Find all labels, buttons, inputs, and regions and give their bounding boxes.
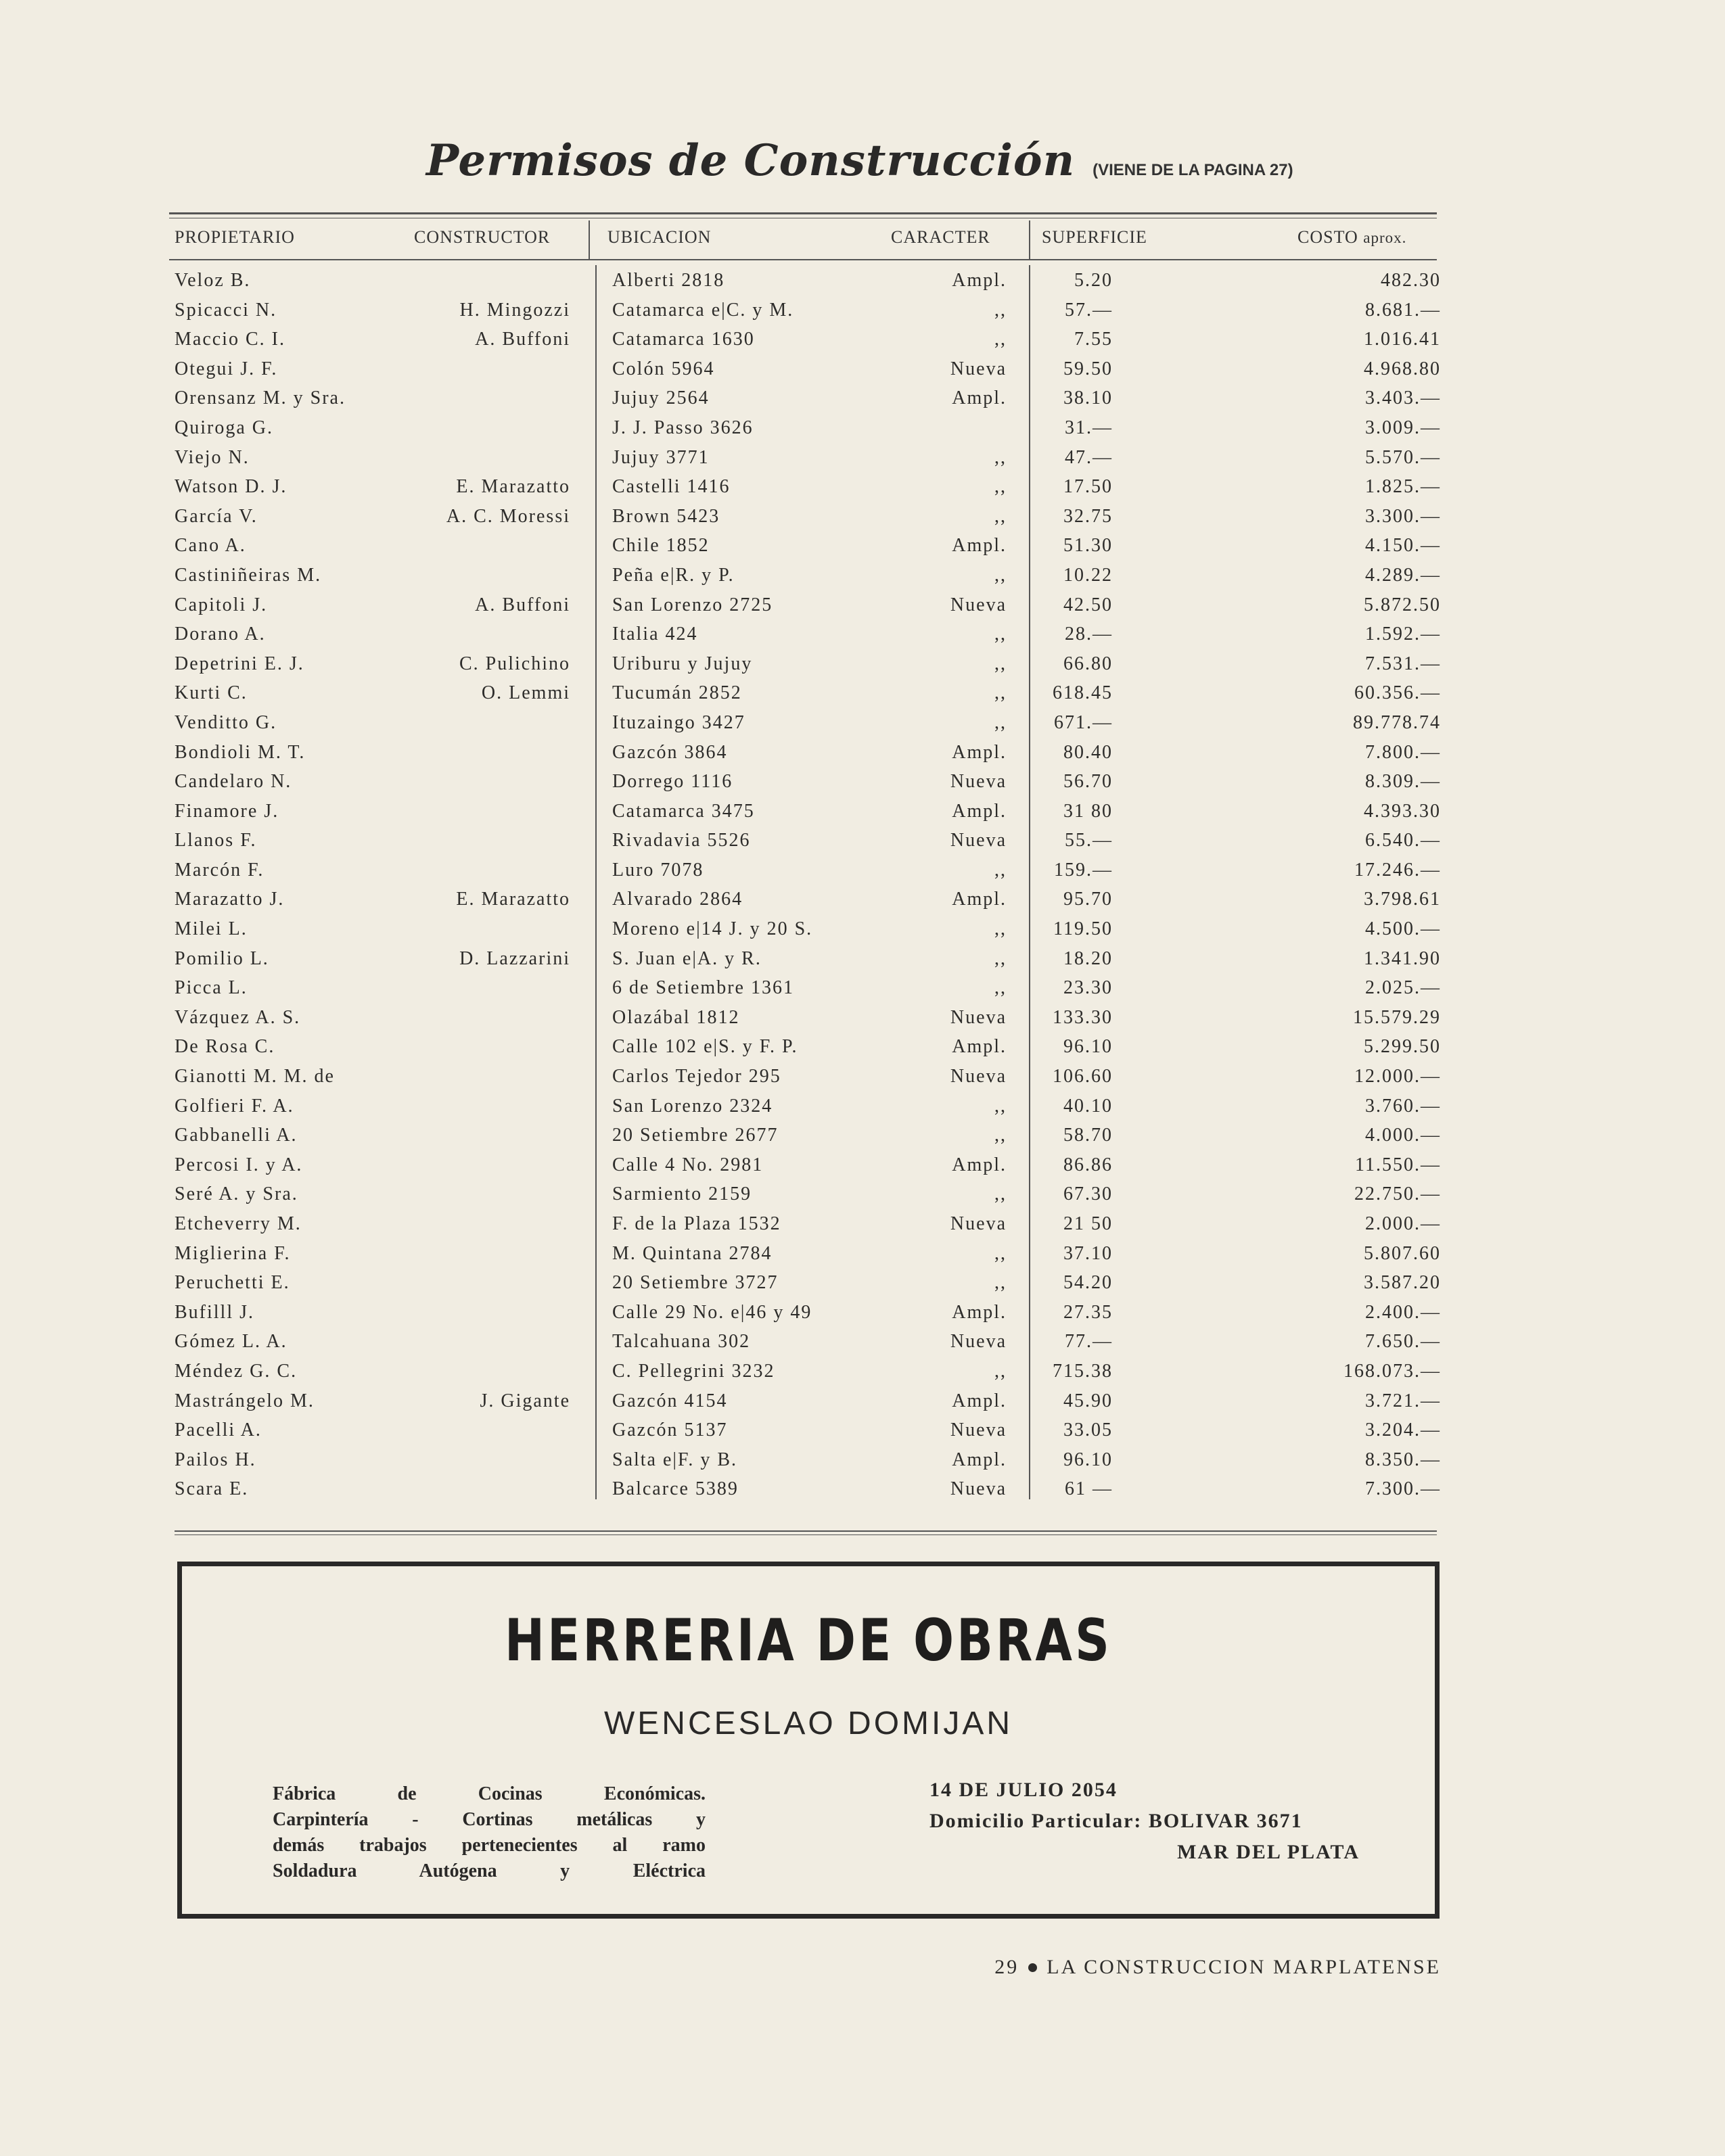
costo-cell: 3.721.— bbox=[1365, 1390, 1441, 1411]
costo-cell: 3.009.— bbox=[1365, 417, 1441, 438]
superficie-cell: 58.70 bbox=[1063, 1125, 1113, 1146]
ad-address: 14 DE JULIO 2054 bbox=[929, 1779, 1118, 1801]
costo-cell: 5.872.50 bbox=[1364, 594, 1441, 615]
table-row bbox=[0, 1003, 1725, 1033]
propietario-cell: Picca L. bbox=[175, 977, 248, 999]
superficie-cell: 31 80 bbox=[1063, 800, 1113, 822]
table-row bbox=[0, 590, 1725, 620]
caracter-cell: ,, bbox=[994, 977, 1007, 999]
table-row bbox=[0, 973, 1725, 1003]
ubicacion-cell: Jujuy 2564 bbox=[612, 388, 710, 409]
costo-cell: 2.025.— bbox=[1365, 977, 1441, 999]
ubicacion-cell: 6 de Setiembre 1361 bbox=[612, 977, 794, 999]
continued-note: (VIENE DE LA PAGINA 27) bbox=[1092, 161, 1293, 179]
caracter-cell: Nueva bbox=[950, 830, 1007, 851]
propietario-cell: Candelaro N. bbox=[175, 771, 292, 793]
superficie-cell: 21 50 bbox=[1063, 1213, 1113, 1234]
costo-cell: 1.341.90 bbox=[1364, 947, 1441, 969]
header-ubicacion: UBICACION bbox=[607, 227, 712, 247]
ubicacion-cell: Ituzaingo 3427 bbox=[612, 711, 745, 733]
costo-cell: 4.393.30 bbox=[1364, 800, 1441, 822]
ubicacion-cell: Luro 7078 bbox=[612, 859, 704, 881]
propietario-cell: De Rosa C. bbox=[175, 1036, 275, 1058]
superficie-cell: 45.90 bbox=[1063, 1390, 1113, 1411]
caracter-cell: Nueva bbox=[950, 1066, 1007, 1087]
table-row bbox=[0, 1327, 1725, 1357]
ad-domicile: Domicilio Particular: BOLIVAR 3671 bbox=[929, 1810, 1303, 1832]
caracter-cell: ,, bbox=[994, 682, 1007, 704]
superficie-cell: 37.10 bbox=[1063, 1242, 1113, 1264]
caracter-cell: Nueva bbox=[950, 1006, 1007, 1028]
costo-cell: 7.531.— bbox=[1365, 653, 1441, 674]
caracter-cell: ,, bbox=[994, 1095, 1007, 1117]
caracter-cell: ,, bbox=[994, 476, 1007, 498]
superficie-cell: 618.45 bbox=[1053, 682, 1113, 704]
table-row bbox=[0, 797, 1725, 826]
ubicacion-cell: Carlos Tejedor 295 bbox=[612, 1066, 781, 1087]
costo-cell: 5.299.50 bbox=[1364, 1036, 1441, 1058]
page-heading bbox=[426, 135, 1293, 186]
ubicacion-cell: Moreno e|14 J. y 20 S. bbox=[612, 918, 813, 940]
costo-cell: 1.825.— bbox=[1365, 476, 1441, 498]
caracter-cell: Ampl. bbox=[952, 1390, 1007, 1411]
ubicacion-cell: Gazcón 5137 bbox=[612, 1420, 728, 1441]
ubicacion-cell: Rivadavia 5526 bbox=[612, 830, 751, 851]
costo-cell: 7.300.— bbox=[1365, 1478, 1441, 1500]
superficie-cell: 80.40 bbox=[1063, 741, 1113, 763]
table-row bbox=[0, 1179, 1725, 1209]
superficie-cell: 38.10 bbox=[1063, 388, 1113, 409]
propietario-cell: Etcheverry M. bbox=[175, 1213, 302, 1234]
propietario-cell: Castiniñeiras M. bbox=[175, 564, 322, 586]
table-row bbox=[0, 1268, 1725, 1298]
table-row bbox=[0, 885, 1725, 914]
table-row bbox=[0, 325, 1725, 354]
costo-cell: 15.579.29 bbox=[1353, 1006, 1441, 1028]
superficie-cell: 5.20 bbox=[1074, 270, 1113, 291]
caracter-cell: ,, bbox=[994, 1184, 1007, 1205]
costo-cell: 89.778.74 bbox=[1353, 711, 1441, 733]
caracter-cell: ,, bbox=[994, 1360, 1007, 1382]
constructor-cell: H. Mingozzi bbox=[459, 299, 570, 321]
costo-cell: 8.309.— bbox=[1365, 771, 1441, 793]
table-row bbox=[0, 266, 1725, 296]
caracter-cell: ,, bbox=[994, 947, 1007, 969]
superficie-cell: 56.70 bbox=[1063, 771, 1113, 793]
costo-cell: 11.550.— bbox=[1355, 1154, 1441, 1175]
table-row bbox=[0, 296, 1725, 325]
ubicacion-cell: Calle 4 No. 2981 bbox=[612, 1154, 764, 1175]
caracter-cell: ,, bbox=[994, 564, 1007, 586]
propietario-cell: Quiroga G. bbox=[175, 417, 273, 438]
superficie-cell: 67.30 bbox=[1063, 1184, 1113, 1205]
table-row bbox=[0, 561, 1725, 590]
costo-cell: 5.570.— bbox=[1365, 446, 1441, 468]
propietario-cell: Milei L. bbox=[175, 918, 248, 940]
table-row bbox=[0, 767, 1725, 797]
constructor-cell: C. Pulichino bbox=[459, 653, 570, 674]
propietario-cell: Méndez G. C. bbox=[175, 1360, 298, 1382]
costo-cell: 7.650.— bbox=[1365, 1331, 1441, 1353]
constructor-cell: E. Marazatto bbox=[456, 476, 570, 498]
bullet-icon bbox=[1028, 1963, 1037, 1972]
table-row bbox=[0, 383, 1725, 413]
superficie-cell: 715.38 bbox=[1053, 1360, 1113, 1382]
costo-cell: 60.356.— bbox=[1354, 682, 1441, 704]
table-row bbox=[0, 502, 1725, 532]
ubicacion-cell: C. Pellegrini 3232 bbox=[612, 1360, 775, 1382]
superficie-cell: 55.— bbox=[1065, 830, 1113, 851]
propietario-cell: Finamore J. bbox=[175, 800, 279, 822]
ubicacion-cell: Calle 29 No. e|46 y 49 bbox=[612, 1301, 812, 1323]
propietario-cell: Venditto G. bbox=[175, 711, 277, 733]
caracter-cell: Ampl. bbox=[952, 270, 1007, 291]
caracter-cell: ,, bbox=[994, 1242, 1007, 1264]
superficie-cell: 47.— bbox=[1065, 446, 1113, 468]
caracter-cell: Nueva bbox=[950, 1478, 1007, 1500]
costo-cell: 2.400.— bbox=[1365, 1301, 1441, 1323]
ubicacion-cell: 20 Setiembre 3727 bbox=[612, 1272, 779, 1294]
caracter-cell: Nueva bbox=[950, 1420, 1007, 1441]
caracter-cell: Nueva bbox=[950, 358, 1007, 379]
ad-service-line: Soldadura Autógena y Eléctrica bbox=[273, 1860, 706, 1881]
ad-owner: WENCESLAO DOMIJAN bbox=[603, 1706, 1013, 1741]
propietario-cell: Capitoli J. bbox=[175, 594, 268, 615]
propietario-cell: Marcón F. bbox=[175, 859, 264, 881]
ubicacion-cell: Talcahuana 302 bbox=[612, 1331, 751, 1353]
ad-title: HERRERIA DE OBRAS bbox=[505, 1607, 1112, 1674]
caracter-cell: Ampl. bbox=[952, 388, 1007, 409]
propietario-cell: Orensanz M. y Sra. bbox=[175, 388, 346, 409]
superficie-cell: 27.35 bbox=[1063, 1301, 1113, 1323]
propietario-cell: Golfieri F. A. bbox=[175, 1095, 294, 1117]
ubicacion-cell: San Lorenzo 2725 bbox=[612, 594, 773, 615]
propietario-cell: Llanos F. bbox=[175, 830, 257, 851]
ubicacion-cell: Catamarca 1630 bbox=[612, 329, 755, 350]
costo-cell: 2.000.— bbox=[1365, 1213, 1441, 1234]
propietario-cell: Dorano A. bbox=[175, 624, 266, 645]
table-row bbox=[0, 1445, 1725, 1475]
caracter-cell: ,, bbox=[994, 624, 1007, 645]
propietario-cell: Spicacci N. bbox=[175, 299, 277, 321]
table-row bbox=[0, 649, 1725, 679]
propietario-cell: Depetrini E. J. bbox=[175, 653, 304, 674]
ubicacion-cell: Balcarce 5389 bbox=[612, 1478, 739, 1500]
table-row bbox=[0, 1209, 1725, 1239]
costo-cell: 7.800.— bbox=[1365, 741, 1441, 763]
superficie-cell: 96.10 bbox=[1063, 1036, 1113, 1058]
superficie-cell: 17.50 bbox=[1063, 476, 1113, 498]
table-row bbox=[0, 1150, 1725, 1180]
caracter-cell: Ampl. bbox=[952, 1449, 1007, 1470]
superficie-cell: 23.30 bbox=[1063, 977, 1113, 999]
constructor-cell: A. C. Moressi bbox=[446, 505, 570, 527]
page-number: 29 bbox=[994, 1956, 1019, 1978]
costo-cell: 4.289.— bbox=[1365, 564, 1441, 586]
superficie-cell: 106.60 bbox=[1053, 1066, 1113, 1087]
header-costo-suffix: aprox. bbox=[1363, 229, 1407, 246]
costo-cell: 8.350.— bbox=[1365, 1449, 1441, 1470]
costo-cell: 1.016.41 bbox=[1364, 329, 1441, 350]
table-row bbox=[0, 826, 1725, 856]
superficie-cell: 61 — bbox=[1065, 1478, 1113, 1500]
caracter-cell: Ampl. bbox=[952, 800, 1007, 822]
ubicacion-cell: F. de la Plaza 1532 bbox=[612, 1213, 781, 1234]
propietario-cell: Pomilio L. bbox=[175, 947, 269, 969]
propietario-cell: Pailos H. bbox=[175, 1449, 256, 1470]
ubicacion-cell: Jujuy 3771 bbox=[612, 446, 710, 468]
costo-cell: 4.500.— bbox=[1365, 918, 1441, 940]
ubicacion-cell: Olazábal 1812 bbox=[612, 1006, 740, 1028]
caracter-cell: ,, bbox=[994, 505, 1007, 527]
superficie-cell: 66.80 bbox=[1063, 653, 1113, 674]
propietario-cell: Gabbanelli A. bbox=[175, 1125, 298, 1146]
ubicacion-cell: Peña e|R. y P. bbox=[612, 564, 735, 586]
header-propietario: PROPIETARIO bbox=[175, 227, 295, 247]
table-row bbox=[0, 472, 1725, 502]
table-row bbox=[0, 1474, 1725, 1504]
superficie-cell: 31.— bbox=[1065, 417, 1113, 438]
caracter-cell: Nueva bbox=[950, 771, 1007, 793]
ad-service-line: demás trabajos pertenecientes al ramo bbox=[273, 1835, 706, 1856]
caracter-cell: Ampl. bbox=[952, 889, 1007, 910]
constructor-cell: D. Lazzarini bbox=[459, 947, 570, 969]
costo-cell: 1.592.— bbox=[1365, 624, 1441, 645]
superficie-cell: 40.10 bbox=[1063, 1095, 1113, 1117]
costo-cell: 3.300.— bbox=[1365, 505, 1441, 527]
table-row bbox=[0, 738, 1725, 768]
caracter-cell: ,, bbox=[994, 1125, 1007, 1146]
propietario-cell: García V. bbox=[175, 505, 258, 527]
table-row bbox=[0, 678, 1725, 708]
superficie-cell: 96.10 bbox=[1063, 1449, 1113, 1470]
ubicacion-cell: S. Juan e|A. y R. bbox=[612, 947, 762, 969]
caracter-cell: Ampl. bbox=[952, 535, 1007, 557]
superficie-cell: 77.— bbox=[1065, 1331, 1113, 1353]
header-costo bbox=[1297, 227, 1406, 248]
superficie-cell: 10.22 bbox=[1063, 564, 1113, 586]
ubicacion-cell: Sarmiento 2159 bbox=[612, 1184, 752, 1205]
superficie-cell: 133.30 bbox=[1053, 1006, 1113, 1028]
superficie-cell: 42.50 bbox=[1063, 594, 1113, 615]
costo-cell: 3.587.20 bbox=[1364, 1272, 1441, 1294]
table-row bbox=[0, 413, 1725, 443]
publication-name: LA CONSTRUCCION MARPLATENSE bbox=[1046, 1956, 1441, 1978]
ubicacion-cell: Alvarado 2864 bbox=[612, 889, 743, 910]
constructor-cell: E. Marazatto bbox=[456, 889, 570, 910]
ubicacion-cell: 20 Setiembre 2677 bbox=[612, 1125, 779, 1146]
table-row bbox=[0, 354, 1725, 384]
superficie-cell: 32.75 bbox=[1063, 505, 1113, 527]
table-row bbox=[0, 619, 1725, 649]
table-row bbox=[0, 944, 1725, 974]
ad-service-line: Fábrica de Cocinas Económicas. bbox=[273, 1783, 706, 1804]
propietario-cell: Gómez L. A. bbox=[175, 1331, 288, 1353]
costo-cell: 4.000.— bbox=[1365, 1125, 1441, 1146]
page-footer bbox=[994, 1956, 1441, 1979]
caracter-cell: ,, bbox=[994, 329, 1007, 350]
propietario-cell: Otegui J. F. bbox=[175, 358, 278, 379]
superficie-cell: 51.30 bbox=[1063, 535, 1113, 557]
ubicacion-cell: Gazcón 4154 bbox=[612, 1390, 728, 1411]
table-row bbox=[0, 1239, 1725, 1269]
ubicacion-cell: Alberti 2818 bbox=[612, 270, 725, 291]
superficie-cell: 119.50 bbox=[1053, 918, 1113, 940]
superficie-cell: 95.70 bbox=[1063, 889, 1113, 910]
caracter-cell: ,, bbox=[994, 859, 1007, 881]
ubicacion-cell: Calle 102 e|S. y F. P. bbox=[612, 1036, 798, 1058]
ubicacion-cell: Colón 5964 bbox=[612, 358, 715, 379]
costo-cell: 3.403.— bbox=[1365, 388, 1441, 409]
table-row bbox=[0, 443, 1725, 473]
table-row bbox=[0, 914, 1725, 944]
costo-cell: 6.540.— bbox=[1365, 830, 1441, 851]
ubicacion-cell: Catamarca e|C. y M. bbox=[612, 299, 794, 321]
propietario-cell: Miglierina F. bbox=[175, 1242, 291, 1264]
ad-address-block bbox=[929, 1775, 1360, 1868]
propietario-cell: Seré A. y Sra. bbox=[175, 1184, 298, 1205]
column-divider-1 bbox=[589, 220, 590, 259]
caracter-cell: Nueva bbox=[950, 1213, 1007, 1234]
caracter-cell: Ampl. bbox=[952, 1154, 1007, 1175]
table-row bbox=[0, 1357, 1725, 1386]
propietario-cell: Gianotti M. M. de bbox=[175, 1066, 335, 1087]
ubicacion-cell: M. Quintana 2784 bbox=[612, 1242, 773, 1264]
costo-cell: 482.30 bbox=[1381, 270, 1441, 291]
superficie-cell: 18.20 bbox=[1063, 947, 1113, 969]
costo-cell: 5.807.60 bbox=[1364, 1242, 1441, 1264]
ubicacion-cell: Salta e|F. y B. bbox=[612, 1449, 738, 1470]
caracter-cell: Nueva bbox=[950, 1331, 1007, 1353]
ad-city: MAR DEL PLATA bbox=[1177, 1841, 1360, 1863]
propietario-cell: Veloz B. bbox=[175, 270, 251, 291]
ubicacion-cell: Uriburu y Jujuy bbox=[612, 653, 753, 674]
table-row bbox=[0, 1062, 1725, 1092]
superficie-cell: 86.86 bbox=[1063, 1154, 1113, 1175]
superficie-cell: 57.— bbox=[1065, 299, 1113, 321]
ubicacion-cell: J. J. Passo 3626 bbox=[612, 417, 754, 438]
permits-table-body bbox=[0, 266, 1725, 1504]
caracter-cell: Ampl. bbox=[952, 1036, 1007, 1058]
costo-cell: 12.000.— bbox=[1354, 1066, 1441, 1087]
costo-cell: 3.204.— bbox=[1365, 1420, 1441, 1441]
propietario-cell: Viejo N. bbox=[175, 446, 250, 468]
table-row bbox=[0, 1092, 1725, 1121]
caracter-cell: ,, bbox=[994, 446, 1007, 468]
costo-cell: 3.798.61 bbox=[1364, 889, 1441, 910]
costo-cell: 8.681.— bbox=[1365, 299, 1441, 321]
superficie-cell: 159.— bbox=[1054, 859, 1113, 881]
ubicacion-cell: Gazcón 3864 bbox=[612, 741, 728, 763]
header-caracter: CARACTER bbox=[891, 227, 990, 247]
propietario-cell: Peruchetti E. bbox=[175, 1272, 290, 1294]
caracter-cell: ,, bbox=[994, 1272, 1007, 1294]
column-divider-2 bbox=[1029, 220, 1030, 259]
ubicacion-cell: Catamarca 3475 bbox=[612, 800, 755, 822]
costo-cell: 168.073.— bbox=[1343, 1360, 1441, 1382]
costo-cell: 3.760.— bbox=[1365, 1095, 1441, 1117]
advertisement-box bbox=[177, 1562, 1440, 1919]
header-rule-top bbox=[169, 212, 1437, 214]
caracter-cell: Ampl. bbox=[952, 741, 1007, 763]
ubicacion-cell: Chile 1852 bbox=[612, 535, 710, 557]
propietario-cell: Watson D. J. bbox=[175, 476, 288, 498]
costo-cell: 4.968.80 bbox=[1364, 358, 1441, 379]
superficie-cell: 59.50 bbox=[1063, 358, 1113, 379]
superficie-cell: 54.20 bbox=[1063, 1272, 1113, 1294]
costo-cell: 17.246.— bbox=[1354, 859, 1441, 881]
propietario-cell: Kurti C. bbox=[175, 682, 248, 704]
header-superficie: SUPERFICIE bbox=[1042, 227, 1147, 247]
caracter-cell: ,, bbox=[994, 918, 1007, 940]
ubicacion-cell: Italia 424 bbox=[612, 624, 698, 645]
table-row bbox=[0, 1121, 1725, 1150]
superficie-cell: 7.55 bbox=[1074, 329, 1113, 350]
costo-cell: 22.750.— bbox=[1354, 1184, 1441, 1205]
propietario-cell: Bondioli M. T. bbox=[175, 741, 306, 763]
table-rule-bottom-2 bbox=[175, 1534, 1437, 1535]
propietario-cell: Mastrángelo M. bbox=[175, 1390, 315, 1411]
propietario-cell: Vázquez A. S. bbox=[175, 1006, 301, 1028]
constructor-cell: A. Buffoni bbox=[475, 329, 570, 350]
table-row bbox=[0, 531, 1725, 561]
ubicacion-cell: Dorrego 1116 bbox=[612, 771, 733, 793]
constructor-cell: O. Lemmi bbox=[481, 682, 570, 704]
caracter-cell: Nueva bbox=[950, 594, 1007, 615]
costo-cell: 4.150.— bbox=[1365, 535, 1441, 557]
caracter-cell: ,, bbox=[994, 711, 1007, 733]
constructor-cell: J. Gigante bbox=[480, 1390, 570, 1411]
caracter-cell: Ampl. bbox=[952, 1301, 1007, 1323]
table-row bbox=[0, 1415, 1725, 1445]
table-row bbox=[0, 1386, 1725, 1416]
table-rule-bottom bbox=[175, 1530, 1437, 1532]
propietario-cell: Marazatto J. bbox=[175, 889, 285, 910]
ubicacion-cell: Brown 5423 bbox=[612, 505, 720, 527]
ubicacion-cell: San Lorenzo 2324 bbox=[612, 1095, 773, 1117]
ad-services bbox=[273, 1781, 706, 1884]
ubicacion-cell: Tucumán 2852 bbox=[612, 682, 742, 704]
table-row bbox=[0, 1298, 1725, 1328]
propietario-cell: Bufilll J. bbox=[175, 1301, 255, 1323]
table-row bbox=[0, 856, 1725, 885]
header-rule-bottom bbox=[169, 259, 1437, 260]
propietario-cell: Cano A. bbox=[175, 535, 246, 557]
constructor-cell: A. Buffoni bbox=[475, 594, 570, 615]
caracter-cell: ,, bbox=[994, 299, 1007, 321]
table-row bbox=[0, 1032, 1725, 1062]
page-title: Permisos de Construcción bbox=[426, 135, 1076, 186]
table-row bbox=[0, 708, 1725, 738]
propietario-cell: Maccio C. I. bbox=[175, 329, 285, 350]
propietario-cell: Percosi I. y A. bbox=[175, 1154, 303, 1175]
propietario-cell: Scara E. bbox=[175, 1478, 249, 1500]
superficie-cell: 28.— bbox=[1065, 624, 1113, 645]
superficie-cell: 671.— bbox=[1054, 711, 1113, 733]
caracter-cell: ,, bbox=[994, 653, 1007, 674]
propietario-cell: Pacelli A. bbox=[175, 1420, 262, 1441]
ad-service-line: Carpintería - Cortinas metálicas y bbox=[273, 1809, 706, 1830]
superficie-cell: 33.05 bbox=[1063, 1420, 1113, 1441]
header-costo-label: COSTO bbox=[1297, 227, 1358, 247]
ubicacion-cell: Castelli 1416 bbox=[612, 476, 731, 498]
header-constructor: CONSTRUCTOR bbox=[414, 227, 551, 247]
